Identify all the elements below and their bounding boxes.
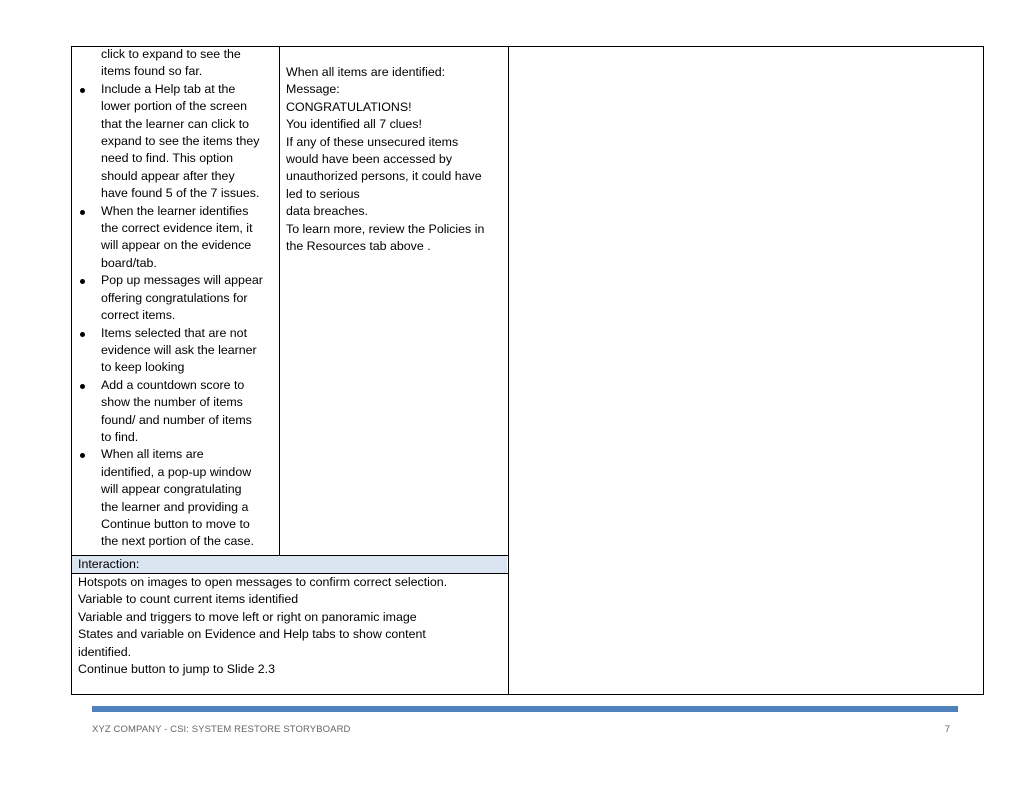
bullet-item (78, 446, 276, 463)
bullet-continuation (78, 429, 276, 446)
message-line: CONGRATULATIONS! (286, 99, 412, 114)
bullet-text: items found so far. (101, 64, 203, 79)
bullet-text: need to find. This option (101, 151, 234, 166)
footer-title: XYZ COMPANY - CSI: SYSTEM RESTORE STORYBOARD (92, 724, 351, 735)
table-divider-main (508, 46, 509, 695)
interaction-heading: Interaction: (72, 556, 507, 573)
interaction-line: Variable to count current items identified (78, 592, 299, 607)
bullet-text: will appear on the evidence (101, 238, 252, 253)
bullet-continuation (78, 290, 276, 307)
bullet-dot-icon (80, 332, 85, 337)
bullet-text: the correct evidence item, it (101, 221, 253, 236)
bullet-text: Items selected that are not (101, 325, 248, 340)
bullet-text: correct items. (101, 308, 176, 323)
bullet-continuation (78, 220, 276, 237)
bullet-text: the learner and providing a (101, 499, 249, 514)
bullet-text: found/ and number of items (101, 412, 252, 427)
bullet-continuation (78, 185, 276, 202)
bullet-text: show the number of items (101, 395, 243, 410)
bullet-continuation (78, 255, 276, 272)
bullet-continuation (78, 63, 276, 80)
interaction-line: Hotspots on images to open messages to confirm correct selection. (78, 575, 448, 589)
completion-message (286, 64, 504, 255)
bullet-text: Pop up messages will appear (101, 273, 263, 288)
interaction-line: States and variable on Evidence and Help tabs to show content (78, 627, 426, 642)
bullet-text: Add a countdown score to (101, 377, 245, 392)
bullet-text: that the learner can click to (101, 116, 250, 131)
bullet-text: identified, a pop-up window (101, 464, 252, 479)
bullet-item (78, 377, 276, 394)
interaction-line: Variable and triggers to move left or right on panoramic image (78, 609, 417, 624)
message-line: When all items are identified: (286, 65, 446, 79)
bullet-item (78, 203, 276, 220)
bullet-continuation (78, 116, 276, 133)
bullet-dot-icon (80, 210, 85, 215)
bullet-text: offering congratulations for (101, 290, 248, 305)
bullet-item (78, 272, 276, 289)
bullet-text: click to expand to see the (101, 47, 241, 61)
bullet-text: evidence will ask the learner (101, 342, 257, 357)
bullet-continuation (78, 237, 276, 254)
bullet-continuation (78, 499, 276, 516)
interaction-line: identified. (78, 644, 132, 659)
page-number: 7 (944, 724, 950, 735)
bullet-text: should appear after they (101, 168, 235, 183)
bullet-continuation (78, 516, 276, 533)
message-line: If any of these unsecured items (286, 134, 459, 149)
bullet-continuation (78, 394, 276, 411)
bullet-continuation (78, 307, 276, 324)
bullet-text: When the learner identifies (101, 203, 249, 218)
bullet-continuation (78, 46, 276, 63)
bullet-text: expand to see the items they (101, 134, 260, 149)
bullet-continuation (78, 412, 276, 429)
message-line: unauthorized persons, it could have (286, 169, 482, 184)
bullet-text: will appear congratulating (101, 482, 242, 497)
bullet-continuation (78, 98, 276, 115)
message-line: data breaches. (286, 204, 368, 219)
interaction-line: Continue button to jump to Slide 2.3 (78, 662, 276, 677)
bullet-continuation (78, 464, 276, 481)
bullet-continuation (78, 168, 276, 185)
bullet-item (78, 81, 276, 98)
interaction-notes (78, 574, 504, 678)
message-line: You identified all 7 clues! (286, 117, 422, 132)
table-divider-inner (279, 46, 280, 556)
bullet-continuation (78, 342, 276, 359)
bullet-text: the next portion of the case. (101, 534, 254, 549)
footer-accent-bar (92, 706, 958, 712)
bullet-continuation (78, 150, 276, 167)
bullet-text: to find. (101, 429, 139, 444)
bullet-continuation (78, 533, 276, 550)
bullet-text: board/tab. (101, 255, 157, 270)
bullet-text: Continue button to move to (101, 516, 250, 531)
bullet-continuation (78, 359, 276, 376)
feature-bullet-list (78, 46, 276, 551)
bullet-text: lower portion of the screen (101, 99, 248, 114)
bullet-text: to keep looking (101, 360, 185, 375)
message-line: To learn more, review the Policies in (286, 221, 485, 236)
bullet-text: have found 5 of the 7 issues. (101, 186, 260, 201)
bullet-text: When all items are (101, 447, 204, 462)
bullet-dot-icon (80, 279, 85, 284)
bullet-continuation (78, 481, 276, 498)
bullet-dot-icon (80, 384, 85, 389)
message-line: would have been accessed by (286, 152, 453, 167)
bullet-text: Include a Help tab at the (101, 81, 236, 96)
bullet-dot-icon (80, 88, 85, 93)
bullet-continuation (78, 133, 276, 150)
message-line: Message: (286, 82, 340, 97)
bullet-dot-icon (80, 453, 85, 458)
message-line: the Resources tab above . (286, 239, 431, 254)
bullet-item (78, 325, 276, 342)
message-line: led to serious (286, 186, 360, 201)
